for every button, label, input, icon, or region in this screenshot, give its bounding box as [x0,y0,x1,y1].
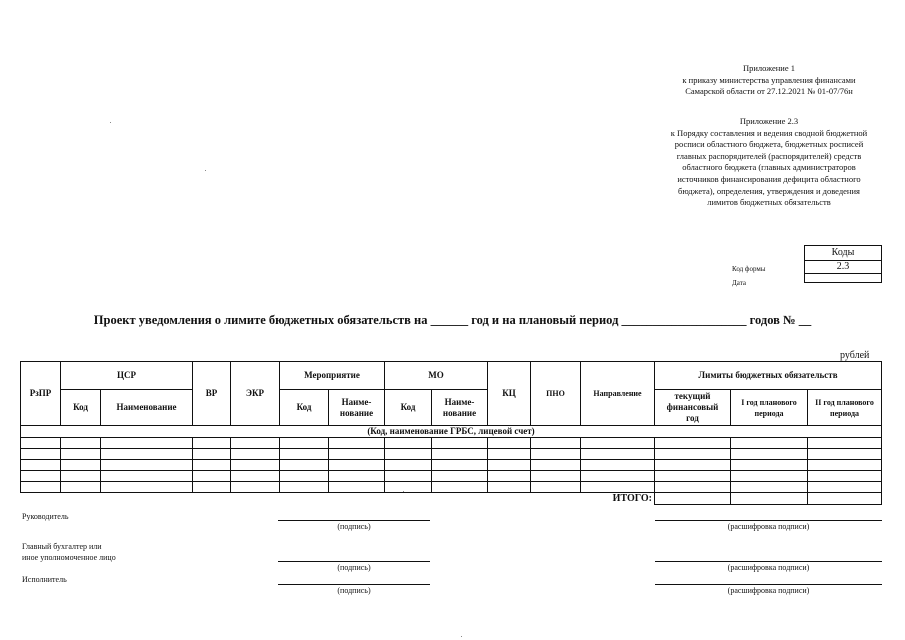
table-cell[interactable] [101,449,193,460]
accountant-signature-caption: (подпись) [337,563,371,572]
executor-signature-caption: (подпись) [337,586,371,595]
table-cell[interactable] [385,460,432,471]
pno-header: ПНО [531,362,581,426]
table-cell[interactable] [655,471,731,482]
table-cell[interactable] [280,471,329,482]
executor-label: Исполнитель [22,575,67,584]
table-cell[interactable] [731,438,808,449]
table-cell[interactable] [655,460,731,471]
appendix-2-3-line: областного бюджета (главных администраторов [682,162,856,173]
appendix-2-3-line: к Порядку составления и ведения сводной бюджетной [670,127,868,138]
scan-speck [205,170,206,171]
accountant-label: Главный бухгалтер или иное уполномоченное лицо [22,542,116,562]
table-cell[interactable] [581,449,655,460]
appendix-2-3-line: бюджета), определения, утверждения и доведения [678,185,860,196]
table-cell[interactable] [280,449,329,460]
table-cell[interactable] [531,471,581,482]
head-decode-line[interactable] [655,520,882,521]
table-cell[interactable] [731,449,808,460]
appendix-1-line: к приказу министерства управления финансами [682,74,856,85]
table-cell[interactable] [808,438,882,449]
table-cell[interactable] [432,438,488,449]
executor-decode-line[interactable] [655,584,882,585]
table-cell[interactable] [488,460,531,471]
executor-signature-line[interactable] [278,584,430,585]
table-cell[interactable] [488,482,531,493]
table-row [21,471,882,482]
document-title: Проект уведомления о лимите бюджетных обязательств на ______ год и на плановый период ____________________ годов № __ [93,313,812,327]
table-cell[interactable] [385,482,432,493]
table-cell[interactable] [531,438,581,449]
table-cell[interactable] [21,482,61,493]
head-signature-caption: (подпись) [337,522,371,531]
table-cell[interactable] [21,438,61,449]
table-cell[interactable] [231,460,280,471]
form-code-value[interactable]: 2.3 [805,261,882,274]
codes-header: Коды [805,246,882,261]
table-cell[interactable] [808,482,882,493]
csr-name-header: Наименование [101,390,193,426]
kc-header: КЦ [488,362,531,426]
table-cell[interactable] [385,438,432,449]
head-signature-line[interactable] [278,520,430,521]
mo-code-header: Код [385,390,432,426]
table-cell[interactable] [655,438,731,449]
table-cell[interactable] [101,438,193,449]
table-cell[interactable] [193,438,231,449]
table-cell[interactable] [488,449,531,460]
table-cell[interactable] [231,482,280,493]
grbs-row: (Код, наименование ГРБС, лицевой счет) [21,426,882,438]
table-cell[interactable] [193,449,231,460]
table-cell[interactable] [432,482,488,493]
ekr-header: ЭКР [231,362,280,426]
table-cell[interactable] [101,460,193,471]
table-cell[interactable] [61,482,101,493]
codes-table [804,245,882,283]
table-cell[interactable] [808,449,882,460]
appendix-1-line: Приложение 1 [743,63,795,73]
table-cell[interactable] [488,438,531,449]
limits-header: Лимиты бюджетных обязательств [655,362,882,390]
appendix-2-3-line: лимитов бюджетных обязательств [707,197,831,208]
table-cell[interactable] [581,471,655,482]
table-cell[interactable] [329,482,385,493]
appendix-1-header [655,63,883,98]
table-cell[interactable] [21,471,61,482]
table-row [21,482,882,493]
date-label: Дата [732,279,746,287]
table-cell[interactable] [231,471,280,482]
total-plan-year1[interactable] [731,493,808,505]
current-year-header: текущий финансовый год [655,390,731,426]
table-row [21,438,882,449]
table-cell[interactable] [61,449,101,460]
units-label: рублей [840,350,870,361]
appendix-2-3-line: главных распорядителей (распорядителей) средств [676,150,862,161]
appendix-1-line: Самарской области от 27.12.2021 № 01-07/76н [685,86,853,97]
table-row [21,460,882,471]
date-value[interactable] [805,274,882,283]
table-cell[interactable] [581,460,655,471]
csr-code-header: Код [61,390,101,426]
table-cell[interactable] [101,482,193,493]
table-cell[interactable] [61,460,101,471]
table-row [21,449,882,460]
table-cell[interactable] [21,460,61,471]
form-code-label: Код формы [732,265,766,273]
table-cell[interactable] [329,438,385,449]
vr-header: ВР [193,362,231,426]
accountant-signature-line[interactable] [278,561,430,562]
table-cell[interactable] [531,460,581,471]
table-cell[interactable] [231,438,280,449]
mo-name-header: Наиме- нование [432,390,488,426]
table-cell[interactable] [280,482,329,493]
event-code-header: Код [280,390,329,426]
scan-speck [403,491,404,492]
direction-header: Направление [581,362,655,426]
table-cell[interactable] [329,471,385,482]
table-cell[interactable] [193,460,231,471]
table-cell[interactable] [531,449,581,460]
rzpr-header: РзПР [21,362,61,426]
table-cell[interactable] [329,449,385,460]
table-cell[interactable] [329,460,385,471]
table-cell[interactable] [581,482,655,493]
head-label: Руководитель [22,512,69,521]
table-cell[interactable] [731,460,808,471]
appendix-2-3-header [655,116,883,209]
accountant-decode-caption: (расшифровка подписи) [727,563,810,572]
scan-speck [461,636,462,637]
total-current-year[interactable] [655,493,731,505]
scan-speck [110,122,111,123]
table-cell[interactable] [731,471,808,482]
table-cell[interactable] [731,482,808,493]
table-cell[interactable] [655,482,731,493]
table-cell[interactable] [432,449,488,460]
table-cell[interactable] [808,471,882,482]
table-cell[interactable] [531,482,581,493]
plan-year1-header: I год планового периода [731,390,808,426]
table-cell[interactable] [193,471,231,482]
plan-year2-header: II год планового периода [808,390,882,426]
table-cell[interactable] [432,471,488,482]
table-cell[interactable] [280,460,329,471]
table-cell[interactable] [193,482,231,493]
table-cell[interactable] [101,471,193,482]
head-decode-caption: (расшифровка подписи) [727,522,810,531]
table-cell[interactable] [61,438,101,449]
table-cell[interactable] [231,449,280,460]
appendix-2-3-line: источников финансирования дефицита областного [677,173,861,184]
total-label: ИТОГО: [21,493,655,505]
appendix-2-3-line: росписи областного бюджета, бюджетных росписей [674,139,864,150]
table-cell[interactable] [808,460,882,471]
table-cell[interactable] [385,449,432,460]
mo-header: МО [385,362,488,390]
csr-header: ЦСР [61,362,193,390]
limits-table [20,361,882,505]
table-cell[interactable] [280,438,329,449]
total-row [21,493,882,505]
table-cell[interactable] [581,438,655,449]
executor-decode-caption: (расшифровка подписи) [727,586,810,595]
table-cell[interactable] [385,471,432,482]
appendix-2-3-line: Приложение 2.3 [739,116,799,126]
event-header: Мероприятие [280,362,385,390]
table-cell[interactable] [21,449,61,460]
table-cell[interactable] [488,471,531,482]
event-name-header: Наиме- нование [329,390,385,426]
table-cell[interactable] [61,471,101,482]
accountant-decode-line[interactable] [655,561,882,562]
table-cell[interactable] [655,449,731,460]
total-plan-year2[interactable] [808,493,882,505]
table-cell[interactable] [432,460,488,471]
